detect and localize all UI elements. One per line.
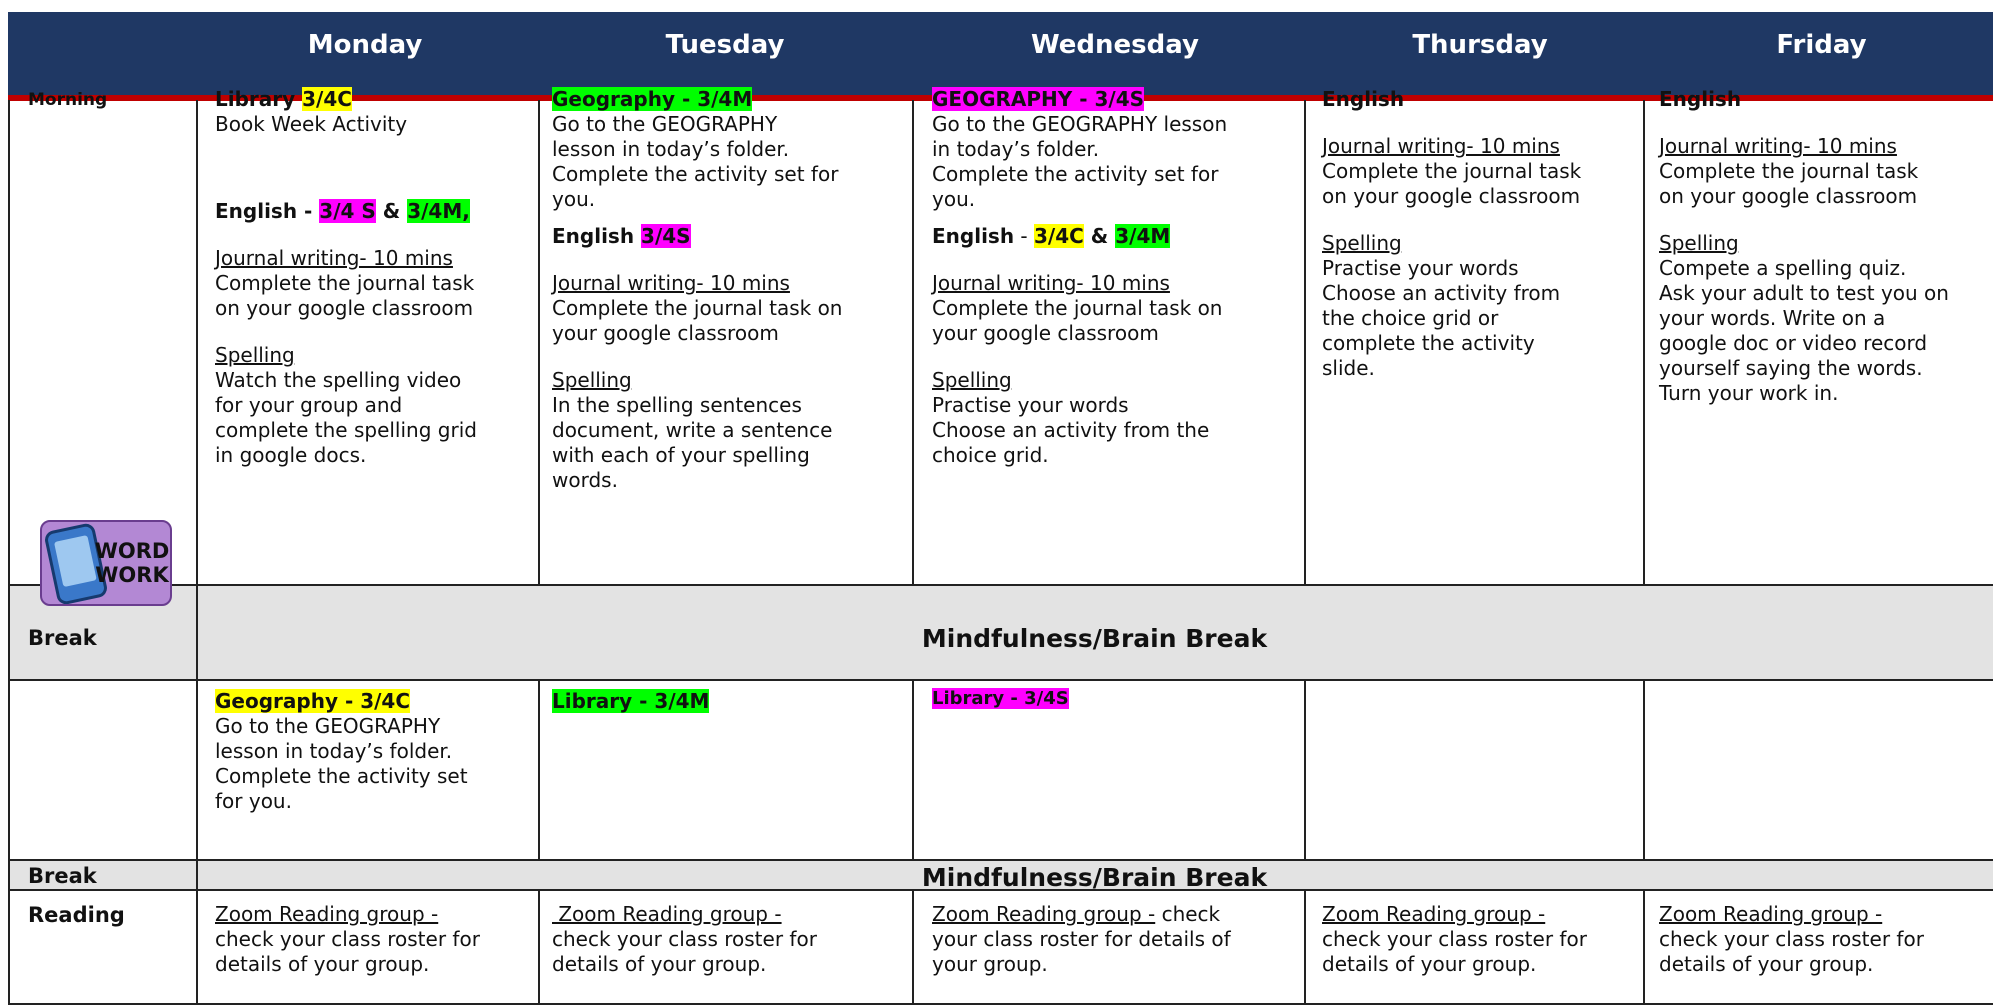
spelling-heading: Spelling [215,343,295,367]
cell-middle-tuesday [552,689,709,714]
cell-middle-monday: Geography - 3/4C Go to the GEOGRAPHY lesson in today’s folder. Complete the activity set for you. [215,689,468,813]
grid-line [8,679,1993,681]
cell-morning-wednesday: GEOGRAPHY - 3/4S Go to the GEOGRAPHY lesson in today’s folder. Complete the activity set for you. English - 3/4C & 3/4M Journal writing- 10 mins Complete the journal task on your google classroom Spelling Practise your words Choose an activity from the choice grid. [932,87,1228,467]
header-thursday: Thursday [1412,30,1548,60]
svg-text:WORD: WORD [94,539,170,563]
cell-reading-friday: Zoom Reading group - check your class roster for details of your group. [1659,902,1924,976]
cell-morning-monday: Library 3/4C Book Week Activity English - 3/4 S & 3/4M, Journal writing- 10 mins Complete the journal task on your google classroom Spelling Watch the spelling video for your group and complete the spelling grid in google docs. [215,87,477,467]
grid-line [912,890,914,1005]
zoom-reading-link[interactable]: Zoom Reading group - [932,902,1156,926]
grid-line [912,680,914,860]
grid-line [1643,100,1645,585]
cell-middle-wednesday [932,686,1069,711]
zoom-reading-link[interactable]: Zoom Reading group - [552,902,782,926]
grid-line [1304,890,1306,1005]
journal-heading: Journal writing- 10 mins [932,271,1170,295]
cell-morning-tuesday: Geography - 3/4M Go to the GEOGRAPHY lesson in today’s folder. Complete the activity set for you. English 3/4S Journal writing- 10 mins Complete the journal task on your google classroom Spelling In the spelling sentences document, write a sentence with each of your spelling words. [552,87,843,492]
cell-reading-monday: Zoom Reading group - check your class roster for details of your group. [215,902,480,976]
grid-line [1643,890,1645,1005]
svg-text:WORK: WORK [95,563,169,587]
grid-line [912,100,914,585]
row-label-break: Break [28,864,97,888]
grid-line [1643,680,1645,860]
journal-heading: Journal writing- 10 mins [1659,134,1897,158]
journal-heading: Journal writing- 10 mins [215,246,453,270]
header-monday: Monday [307,30,423,60]
cell-morning-thursday: English Journal writing- 10 mins Complete the journal task on your google classroom Spelling Practise your words Choose an activity from the choice grid or complete the activity slide. [1322,87,1582,380]
row-label-reading: Reading [28,903,125,927]
header-tuesday: Tuesday [665,30,785,60]
class-tag: Geography - 3/4M [552,87,753,111]
break-text: Mindfulness/Brain Break [921,624,1268,653]
cell-reading-tuesday: Zoom Reading group - check your class roster for details of your group. [552,902,817,976]
row-label-morning: Morning [28,90,108,110]
class-tag: 3/4C [302,87,352,111]
spelling-heading: Spelling [552,368,632,392]
grid-line [1304,680,1306,860]
class-tag: 3/4S [641,224,691,248]
class-tag: Library - 3/4S [932,688,1069,709]
class-tag: 3/4C [1034,224,1084,248]
tablet-icon [42,522,170,604]
header-wednesday: Wednesday [1031,30,1199,60]
journal-heading: Journal writing- 10 mins [1322,134,1560,158]
header-friday: Friday [1776,30,1867,60]
grid-line [8,859,1993,861]
class-tag: 3/4 S [319,199,376,223]
zoom-reading-link[interactable]: Zoom Reading group - [215,902,439,926]
grid-line [8,584,1993,586]
break-text: Mindfulness/Brain Break [921,863,1268,892]
class-tag: GEOGRAPHY - 3/4S [932,87,1145,111]
spelling-heading: Spelling [1659,231,1739,255]
class-tag: Geography - 3/4C [215,689,411,713]
grid-line [538,680,540,860]
cell-morning-friday: English Journal writing- 10 mins Complete the journal task on your google classroom Spelling Compete a spelling quiz. Ask your adult to test you on your words. Write on a google doc or video record yourself saying the words. Turn your work in. [1659,87,1949,405]
cell-reading-thursday: Zoom Reading group - check your class roster for details of your group. [1322,902,1587,976]
grid-line [8,100,10,1005]
grid-line [1304,100,1306,585]
class-tag: 3/4M [1115,224,1171,248]
spelling-heading: Spelling [932,368,1012,392]
class-tag: 3/4M, [407,199,470,223]
spelling-heading: Spelling [1322,231,1402,255]
row-label-break: Break [28,626,97,650]
journal-heading: Journal writing- 10 mins [552,271,790,295]
zoom-reading-link[interactable]: Zoom Reading group - [1322,902,1546,926]
class-tag: Library - 3/4M [552,689,710,713]
word-work-logo [40,520,172,606]
grid-line [538,100,540,585]
zoom-reading-link[interactable]: Zoom Reading group - [1659,902,1883,926]
grid-line [538,890,540,1005]
cell-reading-wednesday: Zoom Reading group - check your class roster for details of your group. [932,902,1231,976]
